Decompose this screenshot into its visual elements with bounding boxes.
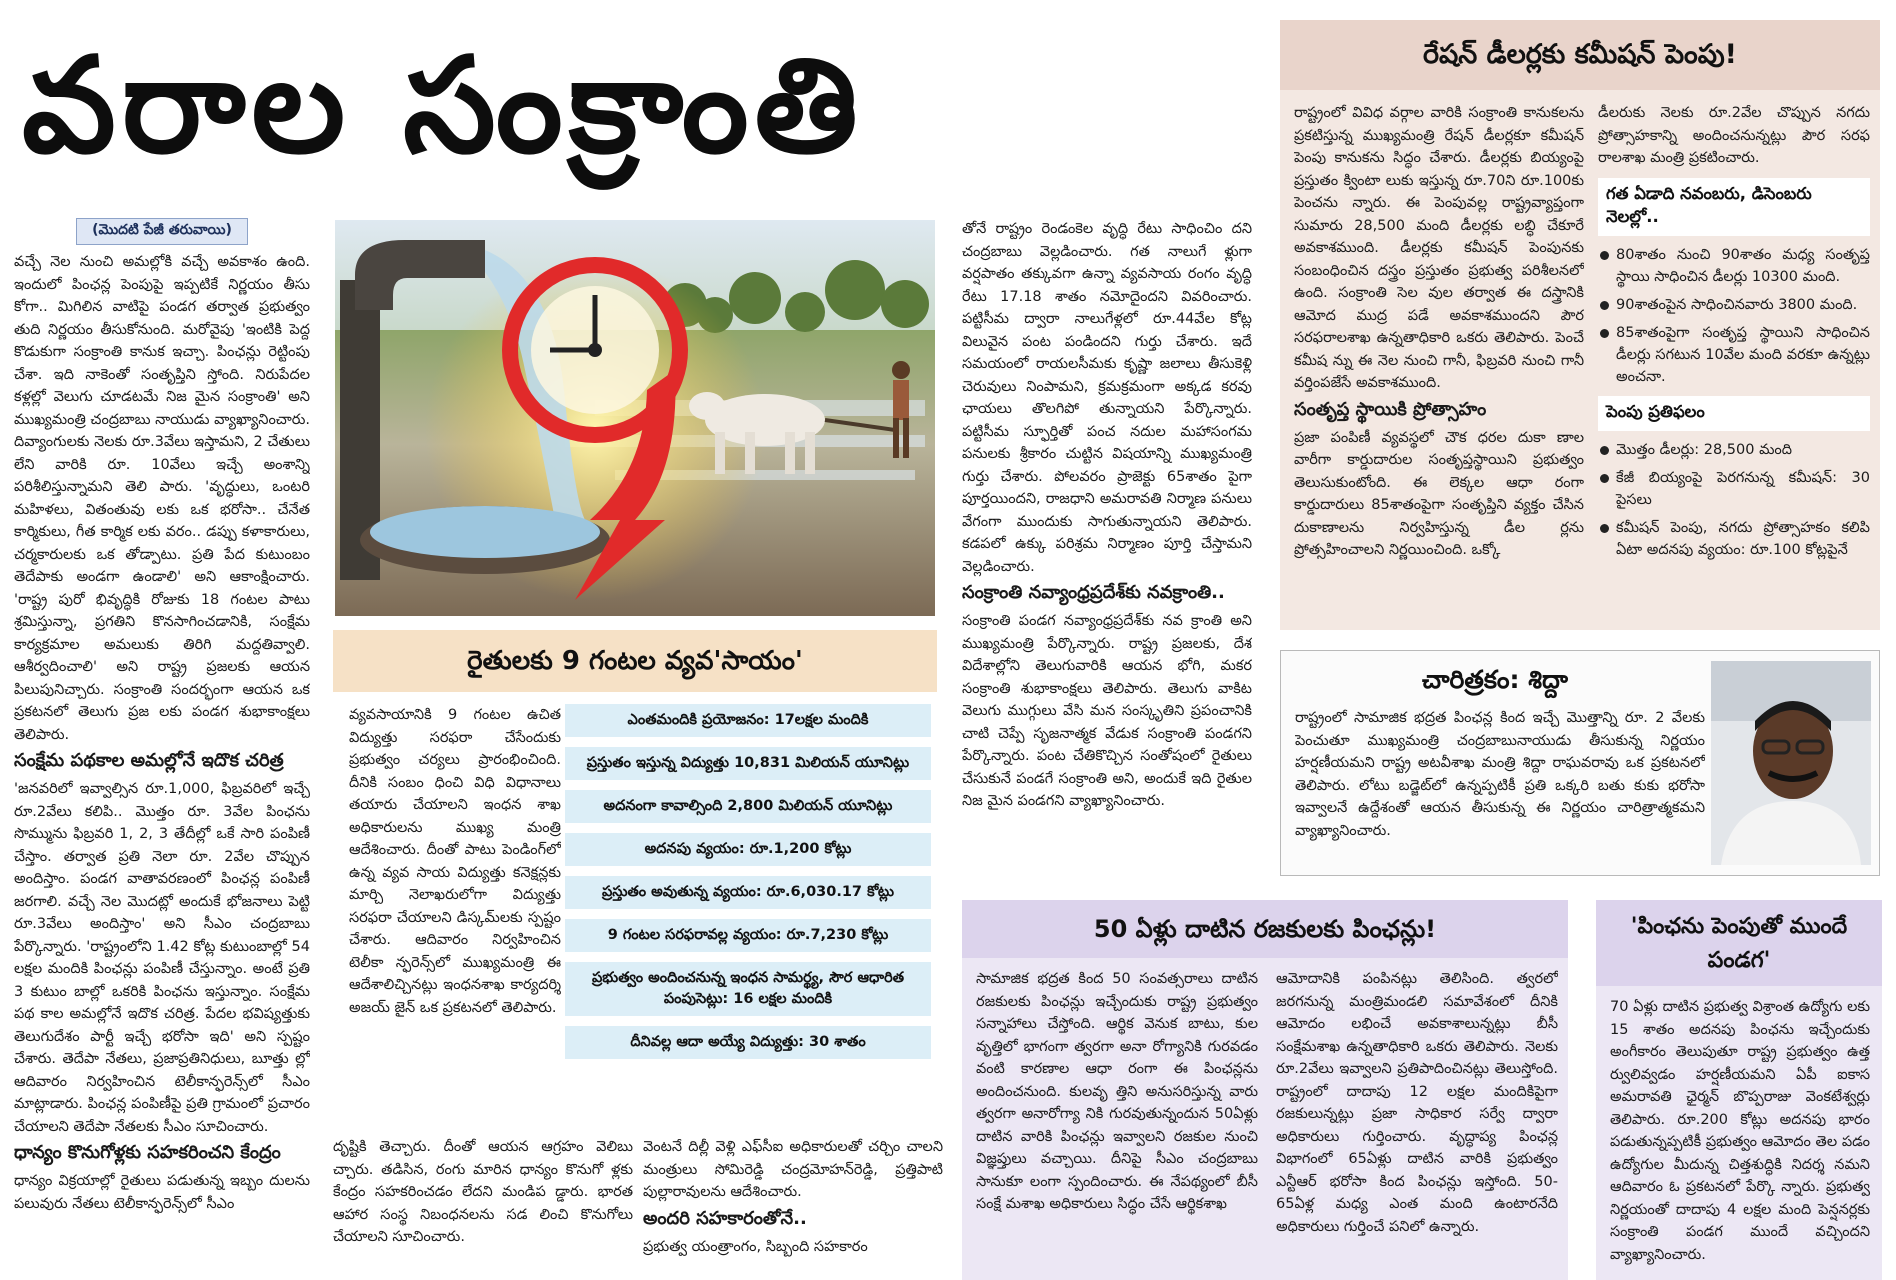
ration-paragraph-2: ప్రజా పంపిణీ వ్యవస్థలో చౌక ధరల దుకా ణాల వారీగా కార్డుదారుల సంతృప్తస్థాయిని ప్రభుత్వం తెలుసుకుంటోంది. ఈ లెక్కల ఆధా రంగా కార్డుదారులు 85శాతంపైగా సంతృప్తిని వ్యక్తం చేసిన దుకాణాలను నిర్వహిస్తున్న డీల ర్లను ప్రోత్సహించాలని నిర్ణయించింది. ఒక్కో: [1294, 429, 1584, 558]
sidda-statement-box: [1280, 650, 1880, 876]
rajaka-title: 50 ఏళ్లు దాటిన రజకులకు పింఛన్లు!: [962, 900, 1568, 958]
fact-item: ప్రస్తుతం ఇస్తున్న విద్యుత్తు 10,831 మిలియన్ యూనిట్లు: [565, 747, 931, 780]
farm-photo: [335, 220, 935, 616]
farm-power-title: రైతులకు 9 గంటల వ్యవ'సాయం': [333, 630, 937, 692]
ration-bullet: 90శాతంపైన సాధించినవారు 3800 మంది.: [1598, 294, 1870, 316]
ration-side-head-2: పెంపు ప్రతిఫలం: [1598, 396, 1870, 431]
sidda-paragraph: రాష్ట్రంలో సామాజిక భద్రత పింఛన్ల కింద ఇచ్చే మొత్తాన్ని రూ. 2 వేలకు పెంచుతూ ముఖ్యమంత్రి చంద్రబాబునాయుడు తీసుకున్న నిర్ణయం హర్షణీయమని రాష్ట్ర అటవీశాఖ మంత్రి శిద్దా రాఘవరావు ఒక ప్రకటనలో తెలిపారు. లోటు బడ్జెట్‌లో ఉన్నప్పటికీ ప్రతి ఒక్కరి బతు కుకు భరోసా ఇవ్వాలనే ఉద్దేశంతో ఆయన తీసుకున్న ఈ నిర్ణయం చారిత్రాత్మకమని వ్యాఖ్యానించారు.: [1295, 710, 1705, 839]
minister-portrait: [1711, 661, 1871, 865]
col1-subhead-1: సంక్షేమ పథకాల అమల్లోనే ఇదొక చరిత్ర: [14, 750, 284, 771]
col1-subhead-2: ధాన్యం కొనుగోళ్లకు సహకరించని కేంద్రం: [14, 1142, 281, 1163]
col3-paragraph-1: తోనే రాష్ట్రం రెండంకెల వృద్ధి రేటు సాధించిం దని చంద్రబాబు వెల్లడించారు. గత నాలుగే ళ్లుగా వర్షపాతం తక్కువగా ఉన్నా వ్యవసాయ రంగం వృద్ధి రేటు 17.18 శాతం నమోదైందని వివరించారు. పట్టిసీమ ద్వారా నాలుగేళ్లలో రూ.44వేల కోట్ల విలువైన పంట పండిందని గుర్తు చేశారు. ఇదే సమయంలో రాయలసీమకు కృష్ణా జలాలు తీసుకెళ్లి చెరువులు నింపామని, క్రమక్రమంగా అక్కడ కరవు ఛాయలు తొలగిపో తున్నాయని పేర్కొన్నారు. పట్టిసీమ స్ఫూర్తితో పంచ నదుల మహాసంగమ పనులకు శ్రీకారం చుట్టిన విషయాన్ని ముఖ్యమంత్రి గుర్తు చేశారు. పోలవరం ప్రాజెక్టు 65శాతం పైగా పూర్తయిందని, రాజధాని అమరావతి నిర్మాణ పనులు వేగంగా ముందుకు సాగుతున్నాయని తెలిపారు. కడపలో ఉక్కు పరిశ్రమ నిర్మాణం పూర్తి చేస్తామని వెల్లడించారు.: [962, 221, 1252, 575]
ration-bullet: కమీషన్ పెంపు, నగదు ప్రోత్సాహకం కలిపి ఏటా అదనపు వ్యయం: రూ.100 కోట్లపైనే: [1598, 517, 1870, 561]
farm-photo-illustration: [335, 220, 935, 616]
bottom-paragraph-b: వెంటనే దిల్లీ వెళ్లి ఎఫ్‌సీఐ అధికారులతో చర్చిం చాలని మంత్రులు సోమిరెడ్డి చంద్రమోహన్‌రెడ్డి, ప్రత్తిపాటి పుల్లారావులను ఆదేశించారు.: [643, 1139, 943, 1200]
masthead-headline: [22, 8, 1272, 208]
farm-power-text: [349, 704, 561, 1114]
bottom-subhead: అందరి సహకారంతోనే..: [643, 1207, 807, 1229]
col3-paragraph-2: సంక్రాంతి పండగ నవ్యాంధ్రప్రదేశ్‌కు నవ క్రాంతి అని ముఖ్యమంత్రి పేర్కొన్నారు. రాష్ట్ర ప్రజలకు, దేశ విదేశాల్లోని తెలుగువారికి ఆయన భోగి, మకర సంక్రాంతి శుభాకాంక్షలు తెలిపారు. తెలుగు వాకిట వెలుగు ముగ్గులు వేసి మన సంస్కృతిని ప్రపంచానికి చాటి చెప్పే సృజనాత్మక వేడుక సంక్రాంతి పండగని పేర్కొన్నారు. పంట చేతికొచ్చిన సంతోషంలో రైతులు చేసుకునే పండగే సంక్రాంతి అని, అందుకే ఇది రైతుల నిజ మైన పండగని వ్యాఖ్యానించారు.: [962, 613, 1252, 809]
ration-left-column: [1294, 102, 1584, 622]
fact-item: దీనివల్ల ఆదా అయ్యే విద్యుత్తు: 30 శాతం: [565, 1026, 931, 1059]
bottom-paragraph-a: దృష్టికి తెచ్చారు. దీంతో ఆయన ఆగ్రహం వెలిబు చ్చారు. తడిసిన, రంగు మారిన ధాన్యం కొనుగో ళ్లకు కేంద్రం సహకరించడం లేదని మండిప డ్డారు. భారత ఆహార సంస్థ నిబంధనలను సడ లించి కొనుగోలు చేయాలని సూచించారు.: [333, 1139, 633, 1245]
farm-power-box: [333, 630, 937, 1130]
sidda-title: చారిత్రకం: శిద్దా: [1421, 665, 1569, 694]
col3-subhead: సంక్రాంతి నవ్యాంధ్రప్రదేశ్‌కు నవక్రాంతి..: [962, 582, 1225, 603]
fact-item: 9 గంటల సరఫరావల్ల వ్యయం: రూ.7,230 కోట్లు: [565, 919, 931, 952]
ration-dealers-box: [1280, 20, 1880, 630]
ration-paragraph-1: రాష్ట్రంలో వివిధ వర్గాల వారికి సంక్రాంతి కానుకలను ప్రకటిస్తున్న ముఖ్యమంత్రి రేషన్ డీలర్లకూ కమీషన్ పెంపు కానుకను సిద్ధం చేశారు. డీలర్లకు బియ్యంపై ప్రస్తుతం క్వింటా లుకు ఇస్తున్న రూ.70ని రూ.100కు పెంచను న్నారు. ఈ పెంపువల్ల రాష్ట్రవ్యాప్తంగా సుమారు 28,500 మంది డీలర్లకు లబ్ధి చేకూరే అవకాశముంది. డీలర్లకు కమీషన్ పెంపునకు సంబంధించిన దస్త్రం ప్రస్తుతం ప్రభుత్వ పరిశీలనలో ఉంది. సంక్రాంతి సెల వుల తర్వాత ఈ దస్త్రానికి ఆమోద ముద్ర పడే అవకాశముందని పౌర సరఫరాలశాఖ ఉన్నతాధికారి ఒకరు తెలిపారు. పెంచే కమీష న్ను ఈ నెల నుంచి గానీ, ఫిబ్రవరి నుంచి గానీ వర్తింపజేసే అవకాశముంది.: [1294, 105, 1584, 391]
col1-paragraph-3: ధాన్యం విక్రయాల్లో రైతులు పడుతున్న ఇబ్బం దులను పలువురు నేతలు టెలీకాన్ఫరెన్స్‌లో సీఎం: [14, 1173, 310, 1212]
rajaka-left-column: [976, 968, 1258, 1274]
ration-paragraph-3: డీలరుకు నెలకు రూ.2వేల చొప్పున నగదు ప్రోత్సాహకాన్ని అందించనున్నట్లు పౌర సరఫ రాలశాఖ మంత్రి ప్రకటించారు.: [1598, 105, 1870, 166]
rajaka-paragraph-2: ఆమోదానికి పంపినట్లు తెలిసింది. త్వరలో జరగనున్న మంత్రిమండలి సమావేశంలో దీనికి ఆమోదం లభించే అవకాశాలున్నట్లు బీసీ సంక్షేమశాఖ ఉన్నతాధికారి ఒకరు తెలిపారు. నెలకు రూ.2వేలు ఇవ్వాలని ప్రతిపాదించినట్లు తెలుస్తోంది. రాష్ట్రంలో దాదాపు 12 లక్షల మందికిపైగా రజకులున్నట్లు ప్రజా సాధికార సర్వే ద్వారా అధికారులు గుర్తించారు. వృద్ధాప్య పింఛన్ల విభాగంలో 65ఏళ్లు దాటిన వారికి ప్రభుత్వం ఎన్టీఆర్ భరోసా కింద పింఛన్లు ఇస్తోంది. 50- 65ఏళ్ల మధ్య ఎంత మంది ఉంటారనేది అధికారులు గుర్తించే పనిలో ఉన్నారు.: [1276, 971, 1558, 1235]
ration-side-head-1: గత ఏడాది నవంబరు, డిసెంబరు నెలల్లో..: [1598, 178, 1870, 236]
col1-paragraph-2: 'జనవరిలో ఇవ్వాల్సిన రూ.1,000, ఫిబ్రవరిలో ఇచ్చే రూ.2వేలు కలిపి.. మొత్తం రూ. 3వేల పింఛను సొమ్మును ఫిబ్రవరి 1, 2, 3 తేదీల్లో ఒకే సారి పంపిణీ చేస్తాం. తర్వాత ప్రతి నెలా రూ. 2వేల చొప్పున అందిస్తాం. పండగ వాతావరణంలో పింఛన్ల పంపిణీ జరగాలి. వచ్చే నెల మొదట్లో అందుకే భోజనాలు పెట్టి రూ.3వేలు అందిస్తాం' అని సీఎం చంద్రబాబు పేర్కొన్నారు. 'రాష్ట్రంలోని 1.42 కోట్ల కుటుంబాల్లో 54 లక్షల మందికి పింఛన్లు పంపిణీ చేస్తున్నాం. అంటే ప్రతి 3 కుటుం బాల్లో ఒకరికి పింఛను ఇస్తున్నాం. సంక్షేమ పథ కాల అమల్లోనే ఇదొక చరిత్ర. పేదల భవిష్యత్తుకు తెలుగుదేశం పార్టీ ఇచ్చే భరోసా ఇది' అని స్పష్టం చేశారు. తెదేపా నేతలు, ప్రజాప్రతినిధులు, బూత్తు ల్లో ఆదివారం నిర్వహించిన టెలీకాన్ఫరెన్స్‌లో సీఎం మాట్లాడారు. పింఛన్ల పంపిణీపై ప్రతి గ్రామంలో ప్రచారం చేయాలని తెదేపా నేతలకు సీఎం సూచించారు.: [14, 781, 310, 1135]
ration-bullet: 80శాతం నుంచి 90శాతం మధ్య సంతృప్త స్థాయి సాధించిన డీలర్లు 10300 మంది.: [1598, 244, 1870, 288]
rajaka-pension-box: [962, 900, 1568, 1280]
ration-bullet: 85శాతంపైగా సంతృప్త స్థాయిని సాధించిన డీలర్లు సగటున 10వేల మంది వరకూ ఉన్నట్లు అంచనా.: [1598, 322, 1870, 388]
ration-bullet: కేజీ బియ్యంపై పెరగనున్న కమీషన్: 30 పైసలు: [1598, 467, 1870, 511]
rajaka-paragraph-1: సామాజిక భద్రత కింద 50 సంవత్సరాలు దాటిన రజకులకు పింఛన్లు ఇచ్చేందుకు రాష్ట్ర ప్రభుత్వం సన్నాహాలు చేస్తోంది. ఆర్థిక వెనుక బాటు, కుల వృత్తిలో భాగంగా త్వరగా అనా రోగ్యానికి గురవడం వంటి కారణాల ఆధా రంగా ఈ పింఛన్లను అందించనుంది. కులవృ త్తిని అనుసరిస్తున్న వారు త్వరగా అనారోగ్యా నికి గురవుతున్నందున 50ఏళ్లు దాటిన వారికి పింఛన్లు ఇవ్వాలని రజకుల నుంచి విజ్ఞప్తులు వచ్చాయి. దీనిపై సీఎం చంద్రబాబు సానుకూ లంగా స్పందించారు. ఈ నేపథ్యంలో బీసీ సంక్షే మశాఖ అధికారులు సిద్ధం చేసే ఆర్థికశాఖ: [976, 971, 1258, 1212]
bottom-column-a: [333, 1136, 633, 1280]
headline-text: వరాల సంక్రాంతి: [22, 29, 864, 183]
ration-title: రేషన్ డీలర్లకు కమీషన్ పెంపు!: [1280, 20, 1880, 90]
bottom-paragraph-b2: ప్రభుత్వ యంత్రాంగం, సిబ్బంది సహకారం: [643, 1238, 868, 1255]
sidda-text: [1295, 707, 1705, 867]
farm-power-paragraph: వ్యవసాయానికి 9 గంటల ఉచిత విద్యుత్తు సరఫరా చేసేందుకు ప్రభుత్వం చర్యలు ప్రారంభించింది. దీనికి సంబం ధించి విధి విధానాలు తయారు చేయాలని ఇంధన శాఖ అధికారులను ముఖ్య మంత్రి ఆదేశించారు. దీంతో పాటు పెండింగ్‌లో ఉన్న వ్యవ సాయ విద్యుత్తు కనెక్షన్లకు మార్చి నెలాఖరులోగా విద్యుత్తు సరఫరా చేయాలని డిస్కమ్‌లకు స్పష్టం చేశారు. ఆదివారం నిర్వహించిన టెలీకా న్ఫరెన్స్‌లో ముఖ్యమంత్రి ఈ ఆదేశాలిచ్చినట్లు ఇంధనశాఖ కార్యదర్శి అజయ్ జైన్ ఒక ప్రకటనలో తెలిపారు.: [349, 707, 561, 1016]
fact-item: ప్రస్తుతం అవుతున్న వ్యయం: రూ.6,030.17 కోట్లు: [565, 876, 931, 909]
fact-item: అదనపు వ్యయం: రూ.1,200 కోట్లు: [565, 833, 931, 866]
ration-subhead: సంతృప్త స్థాయికి ప్రోత్సాహం: [1294, 398, 1487, 420]
pension-title: 'పింఛను పెంపుతో ముందే పండగ': [1596, 900, 1882, 986]
column-left: [14, 218, 310, 1278]
continued-tag: (మొదటి పేజీ తరువాయి): [76, 218, 248, 245]
ration-bullet: మొత్తం డీలర్లు: 28,500 మంది: [1598, 439, 1870, 461]
fact-item: అదనంగా కావాల్సింది 2,800 మిలియన్ యూనిట్లు: [565, 790, 931, 823]
col1-paragraph-1: వచ్చే నెల నుంచి అమల్లోకి వచ్చే అవకాశం ఉంది. ఇందులో పింఛన్ల పెంపుపై ఇప్పటికే నిర్ణయం తీసు కోగా.. మిగిలిన వాటిపై పండగ తర్వాత ప్రభుత్వం తుది నిర్ణయం తీసుకోనుంది. మరోవైపు 'ఇంటికి పెద్ద కొడుకుగా సంక్రాంతి కానుక ఇచ్చా. పింఛన్లు రెట్టింపు చేశా. ఇది నాకెంతో సంతృప్తిని స్తోంది. నిరుపేదల కళ్లల్లో వెలుగు చూడటమే నిజ మైన సంక్రాంతి' అని ముఖ్యమంత్రి చంద్రబాబు నాయుడు వ్యాఖ్యానించారు. దివ్యాంగులకు నెలకు రూ.3వేలు ఇస్తామని, 2 చేతులు లేని వారికి రూ. 10వేలు ఇచ్చే అంశాన్ని పరిశీలిస్తున్నామని తెలి పారు. 'వృద్ధులు, ఒంటరి మహిళలు, వితంతువు లకు ఒక భరోసా.. చేనేత కార్మికులు, గీత కార్మిక లకు వరం.. డప్పు కళాకారులు, చర్మకారులకు ఒక తోడ్పాటు. ప్రతి పేద కుటుంబం తెదేపాకు అండగా ఉండాలి' అని ఆకాంక్షించారు. 'రాష్ట్ర పురో భివృద్ధికి రోజుకు 18 గంటల పాటు శ్రమిస్తున్నా, ప్రగతిని కొనసాగించడానికి, సంక్షేమ కార్యక్రమాల అమలుకు తిరిగి మద్దతివ్వాలి. ఆశీర్వదించాలి' అని రాష్ట్ర ప్రజలకు ఆయన పిలుపునిచ్చారు. సంక్రాంతి సందర్భంగా ఆయన ఒక ప్రకటనలో తెలుగు ప్రజ లకు పండగ శుభాకాంక్షలు తెలిపారు.: [14, 254, 310, 743]
pension-paragraph: 70 ఏళ్లు దాటిన ప్రభుత్వ విశ్రాంత ఉద్యోగు లకు 15 శాతం అదనపు పింఛను ఇచ్చేందుకు అంగీకారం తెలుపుతూ రాష్ట్ర ప్రభుత్వం ఉత్త ర్వులివ్వడం హర్షణీయమని ఏపీ ఐకాస అమరావతి ఛైర్మన్ బొప్పరాజు వెంకటేశ్వర్లు తెలిపారు. రూ.200 కోట్లు అదనపు భారం పడుతున్నప్పటికీ ప్రభుత్వం ఆమోదం తెల పడం ఉద్యోగుల మీదున్న చిత్తశుద్ధికి నిదర్శ నమని ఆదివారం ఓ ప్రకటనలో పేర్కొ న్నారు. ప్రభుత్వ నిర్ణయంతో దాదాపు 4 లక్షల మంది పెన్షనర్లకు సంక్రాంతి పండగ ముందే వచ్చిందని వ్యాఖ్యానించారు.: [1610, 999, 1870, 1263]
column-middle: [962, 218, 1252, 882]
rajaka-right-column: [1276, 968, 1558, 1274]
bottom-column-b: [643, 1136, 943, 1280]
pension-hike-box: [1596, 900, 1882, 1280]
farm-power-facts: [565, 704, 931, 1069]
fact-item: ఎంతమందికి ప్రయోజనం: 17లక్షల మందికి: [565, 704, 931, 737]
ration-right-column: [1598, 102, 1870, 622]
pension-text: [1610, 996, 1870, 1276]
fact-item: ప్రభుత్వం అందించనున్న ఇంధన సామర్థ్య, సౌర ఆధారిత పంపుసెట్లు: 16 లక్షల మందికి: [565, 962, 931, 1016]
